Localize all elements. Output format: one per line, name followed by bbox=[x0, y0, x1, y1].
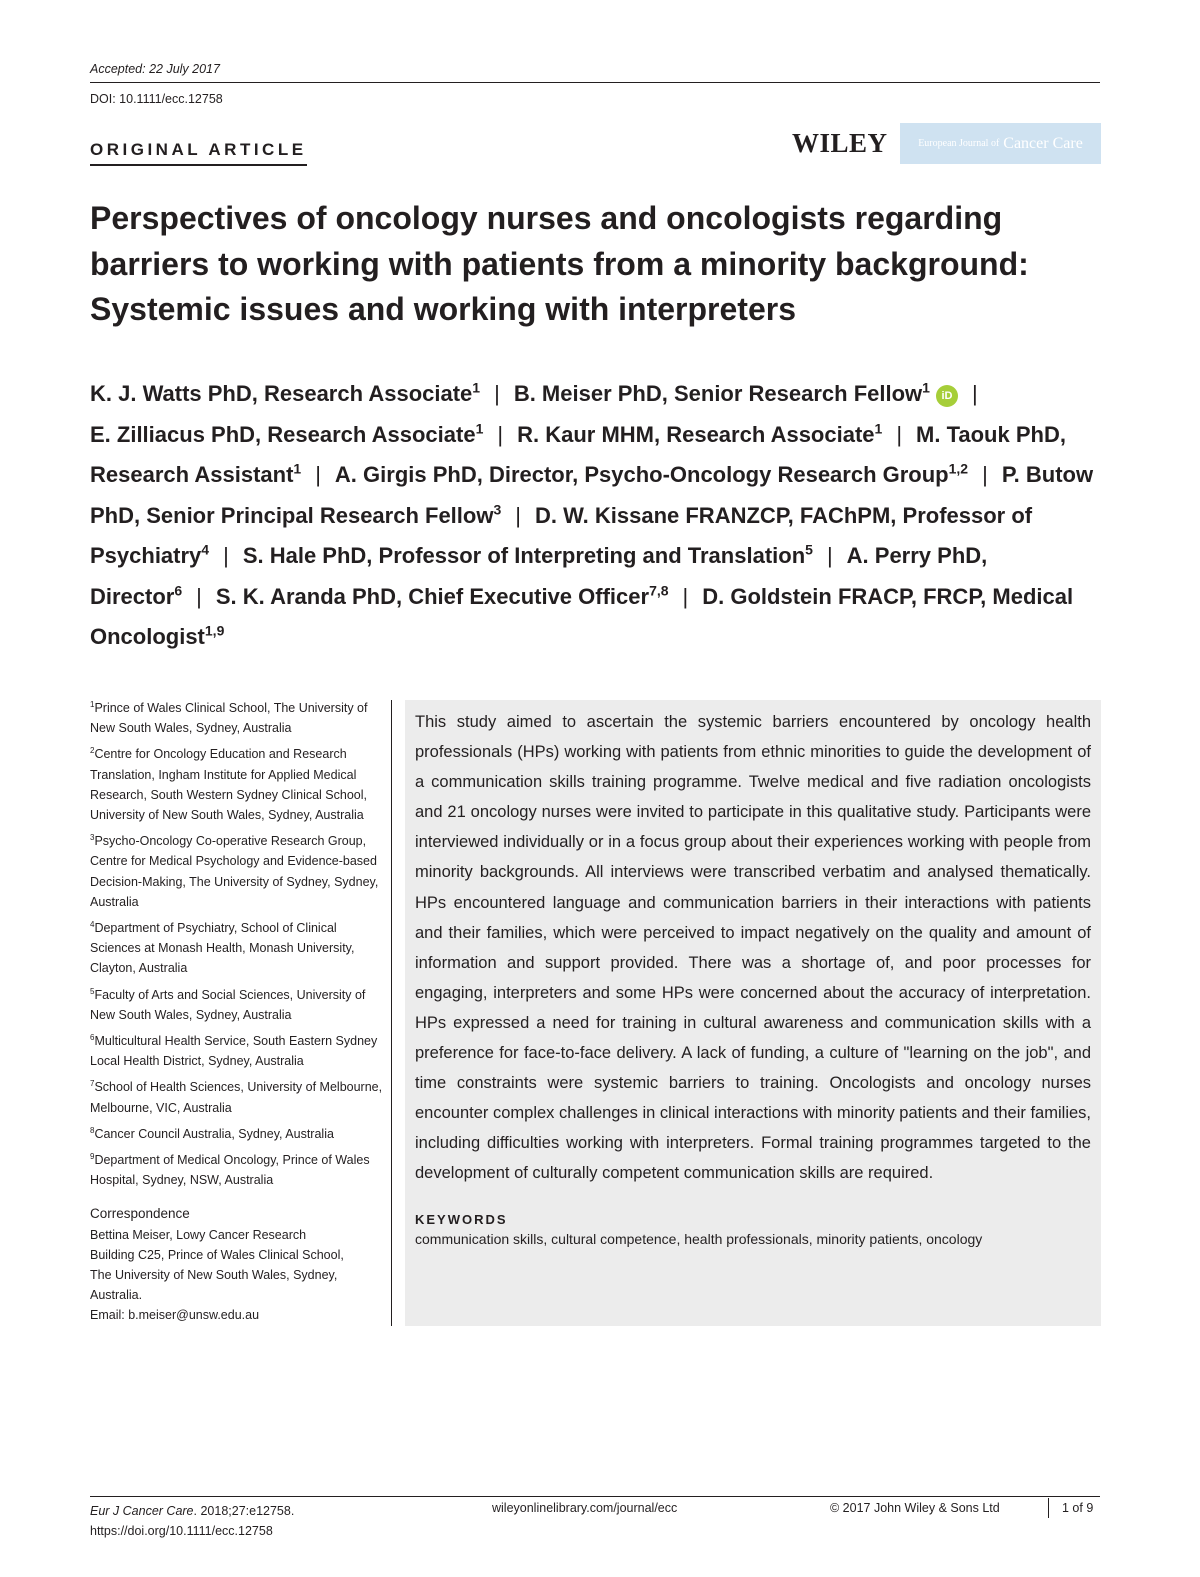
author-separator: | bbox=[515, 502, 521, 528]
author-separator: | bbox=[223, 543, 229, 568]
abstract-rule bbox=[391, 700, 392, 1326]
affiliations bbox=[90, 698, 385, 1326]
author-separator: | bbox=[826, 543, 833, 568]
author-separator: | bbox=[971, 381, 978, 406]
affiliation: $^1$Prince of Wales Clinical School, The University of New South Wales, Sydney, Australia bbox=[90, 699, 368, 736]
footer-divider bbox=[1048, 1498, 1049, 1518]
author-separator: | bbox=[315, 462, 321, 487]
affiliation: $^2$Centre for Oncology Education and Research Translation, Ingham Institute for Applied Medical Research, South Western Sydney Clinical School, University of New South Wales, Sydney, Australia bbox=[90, 746, 367, 823]
author[interactable]: D. Goldstein FRACP, FRCP, Medical Oncologist$^{1,9}$ bbox=[90, 583, 1074, 649]
abstract-text: This study aimed to ascertain the systemic barriers encountered by oncology health professionals (HPs) working with patients from ethnic minorities to guide the development of a communication skills training programme. Twelve medical and five radiation oncologists and 21 oncology nurses were invited to participate in this qualitative study. Participants were interviewed individually or in a focus group about their experiences working with people from minority backgrounds. All interviews were transcribed verbatim and analysed thematically. HPs encountered language and communication barriers in their interactions with patients and their families, which were perceived to impact negatively on the quality and amount of information and support provided. There was a shortage of, and poor processes for engaging, interpreters and some HPs were concerned about the accuracy of interpretation. HPs expressed a need for training in cultural awareness and communication skills with a preference for face-to-face delivery. A lack of funding, a culture of "learning on the job", and time constraints were systemic barriers to training. Oncologists and oncology nurses encounter complex challenges in clinical interactions with minority patients and their families, including difficulties working with interpreters. Formal training programmes targeted to the development of culturally competent communication skills are required. bbox=[415, 713, 1091, 1183]
doi: DOI: 10.1111/ecc.12758 bbox=[90, 92, 223, 106]
author[interactable]: A. Perry PhD, Director$^6$ bbox=[90, 543, 988, 609]
author[interactable]: M. Taouk PhD, Research Assistant$^1$ bbox=[90, 421, 1066, 487]
keywords-heading: KEYWORDS bbox=[415, 1211, 508, 1227]
journal-banner-big: Cancer Care bbox=[1003, 134, 1083, 152]
correspondence-email[interactable]: Email: b.meiser@unsw.edu.au bbox=[90, 1308, 260, 1323]
author[interactable]: D. W. Kissane FRANZCP, FAChPM, Professor of Psychiatry$^4$ bbox=[90, 502, 1033, 568]
author[interactable]: K. J. Watts PhD, Research Associate$^1$ bbox=[90, 379, 481, 406]
affiliation: $^6$Multicultural Health Service, South Eastern Sydney Local Health District, Sydney, Australia bbox=[90, 1032, 378, 1069]
orcid-icon[interactable]: iD bbox=[936, 385, 958, 407]
author-list bbox=[90, 374, 1102, 658]
publisher-logo: WILEY bbox=[792, 128, 888, 158]
author[interactable]: A. Girgis PhD, Director, Psycho-Oncology Research Group$^{1,2}$ bbox=[334, 460, 969, 487]
correspondence-line: Bettina Meiser, Lowy Cancer Research bbox=[90, 1227, 307, 1242]
affiliation: $^3$Psycho-Oncology Co-operative Research Group, Centre for Medical Psychology and Evidence-based Decision-Making, The University of Sydney, Sydney, Australia bbox=[90, 833, 379, 909]
author-separator: | bbox=[682, 583, 689, 609]
author[interactable]: B. Meiser PhD, Senior Research Fellow$^1$iD bbox=[514, 381, 958, 406]
journal-banner bbox=[900, 123, 1101, 164]
accepted-date: Accepted: 22 July 2017 bbox=[90, 62, 220, 76]
author-separator: | bbox=[196, 583, 202, 609]
journal-abbreviation: Eur J Cancer Care bbox=[90, 1504, 194, 1518]
author-separator: | bbox=[497, 421, 504, 447]
journal-banner-small: European Journal of bbox=[918, 138, 1000, 149]
correspondence-heading: Correspondence bbox=[90, 1206, 190, 1222]
footer-site-link[interactable]: wileyonlinelibrary.com/journal/ecc bbox=[492, 1501, 678, 1515]
footer-copyright: © 2017 John Wiley & Sons Ltd bbox=[830, 1501, 1000, 1515]
footer-rule bbox=[90, 1496, 1100, 1497]
author-separator: | bbox=[896, 421, 903, 447]
author-separator: | bbox=[982, 462, 988, 487]
page-number: 1 of 9 bbox=[1062, 1501, 1094, 1515]
article-type: ORIGINAL ARTICLE bbox=[90, 140, 307, 166]
keywords-list: communication skills, cultural competence, health professionals, minority patients, oncology bbox=[415, 1230, 983, 1247]
author-separator: | bbox=[494, 381, 500, 406]
author[interactable]: S. K. Aranda PhD, Chief Executive Officer$^{7,8}$ bbox=[215, 582, 669, 609]
affiliation: $^9$Department of Medical Oncology, Prince of Wales Hospital, Sydney, NSW, Australia bbox=[90, 1151, 370, 1188]
header-rule bbox=[90, 82, 1100, 83]
correspondence-line: Building C25, Prince of Wales Clinical School, bbox=[90, 1247, 344, 1262]
footer-doi-link[interactable]: https://doi.org/10.1111/ecc.12758 bbox=[90, 1524, 273, 1538]
author[interactable]: S. Hale PhD, Professor of Interpreting and Translation$^5$ bbox=[242, 541, 813, 568]
affiliation: $^5$Faculty of Arts and Social Sciences, University of New South Wales, Sydney, Australia bbox=[90, 986, 366, 1022]
affiliation: $^7$School of Health Sciences, University of Melbourne, Melbourne, VIC, Australia bbox=[90, 1079, 383, 1115]
affiliation: $^4$Department of Psychiatry, School of Clinical Sciences at Monash Health, Monash University, Clayton, Australia bbox=[90, 919, 355, 976]
article-title: Perspectives of oncology nurses and oncologists regarding barriers to working with patients from a minority background: Systemic issues and working with interpreters bbox=[90, 200, 1029, 327]
citation-details: . 2018;27:e12758. bbox=[193, 1504, 295, 1518]
author[interactable]: E. Zilliacus PhD, Research Associate$^1$ bbox=[90, 420, 484, 447]
correspondence-line: The University of New South Wales, Sydney, bbox=[90, 1268, 338, 1283]
author[interactable]: P. Butow PhD, Senior Principal Research Fellow$^3$ bbox=[90, 462, 1094, 528]
author[interactable]: R. Kaur MHM, Research Associate$^1$ bbox=[517, 420, 883, 447]
abstract-box bbox=[405, 700, 1101, 1326]
footer-citation bbox=[90, 1501, 294, 1541]
correspondence-line: Australia. bbox=[90, 1288, 143, 1303]
affiliation: $^8$Cancer Council Australia, Sydney, Australia bbox=[90, 1125, 334, 1141]
